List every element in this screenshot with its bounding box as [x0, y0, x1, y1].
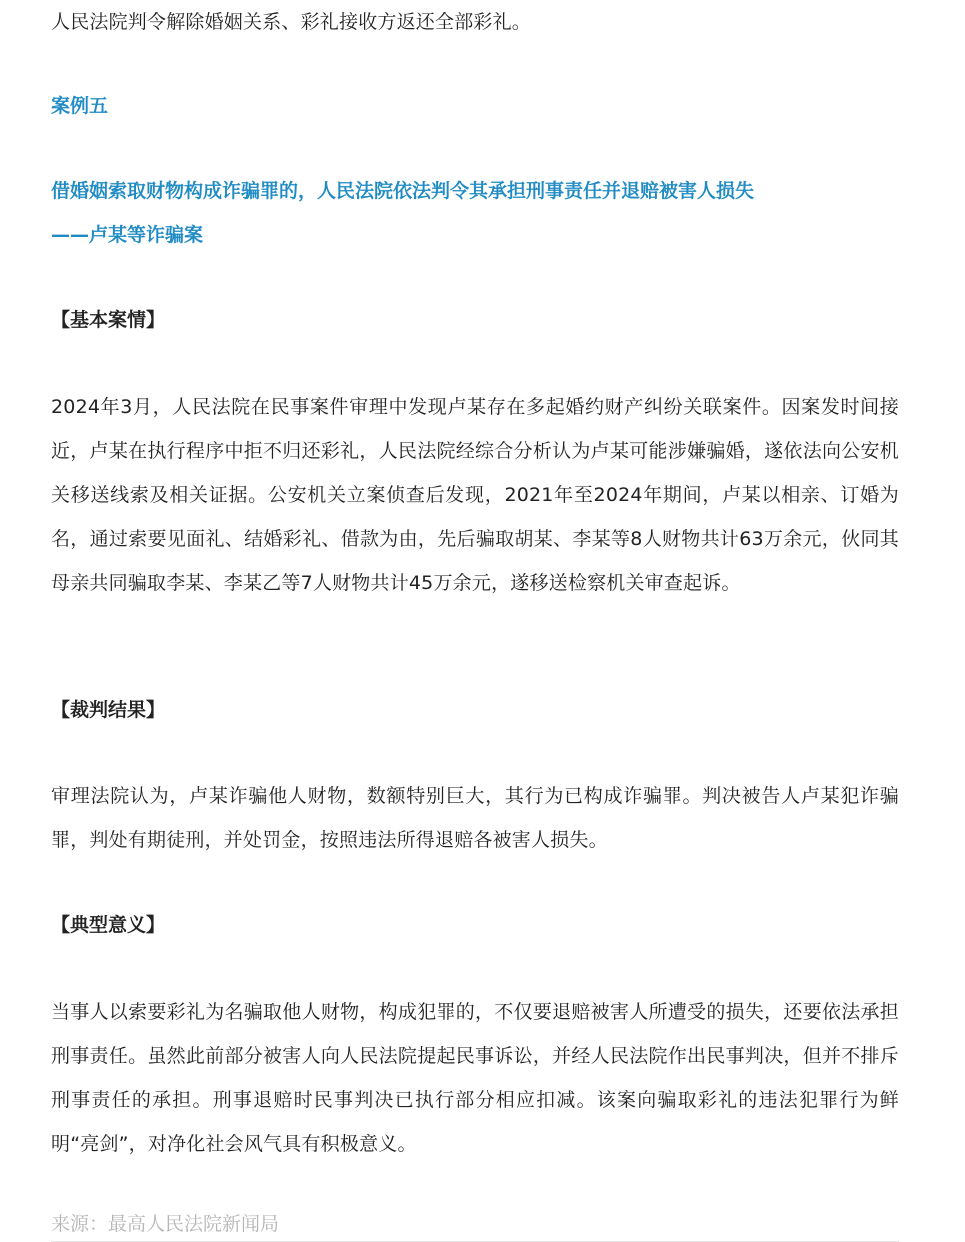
intro-tail-paragraph: 人民法院判令解除婚姻关系、彩礼接收方返还全部彩礼。 — [51, 11, 532, 33]
section-text-facts: 2024年3月，人民法院在民事案件审理中发现卢某存在多起婚约财产纠纷关联案件。因案发时间接近，卢某在执行程序中拒不归还彩礼，人民法院经综合分析认为卢某可能涉嫌骗婚，遂依法向公安机关移送线索及相关证据。公安机关立案侦查后发现，2021年至2024年期间，卢某以相亲、订婚为名，通过索要见面礼、结婚彩礼、借款为由，先后骗取胡某、李某等8人财物共计63万余元，伙同其母亲共同骗取李某、李某乙等7人财物共计45万余元，遂移送检察机关审查起诉。 — [51, 396, 899, 594]
source-attribution: 来源：最高人民法院新闻局 — [51, 1207, 899, 1242]
section-text-significance: 当事人以索要彩礼为名骗取他人财物，构成犯罪的，不仅要退赔被害人所遭受的损失，还要依法承担刑事责任。虽然此前部分被害人向人民法院提起民事诉讼，并经人民法院作出民事判决，但并不排斥刑事责任的承担。刑事退赔时民事判决已执行部分相应扣减。该案向骗取彩礼的违法犯罪行为鲜明“亮剑”，对净化社会风气具有积极意义。 — [51, 1001, 899, 1155]
section-heading-judgment: 【裁判结果】 — [51, 699, 166, 721]
section-heading-significance: 【典型意义】 — [51, 914, 166, 936]
case-subtitle: ——卢某等诈骗案 — [51, 224, 204, 246]
case-title: 借婚姻索取财物构成诈骗罪的，人民法院依法判令其承担刑事责任并退赔被害人损失 — [51, 180, 755, 202]
case-label: 案例五 — [51, 95, 109, 117]
section-heading-facts: 【基本案情】 — [51, 309, 166, 331]
section-text-judgment: 审理法院认为，卢某诈骗他人财物，数额特别巨大，其行为已构成诈骗罪。判决被告人卢某犯诈骗罪，判处有期徒刑，并处罚金，按照违法所得退赔各被害人损失。 — [51, 785, 899, 851]
